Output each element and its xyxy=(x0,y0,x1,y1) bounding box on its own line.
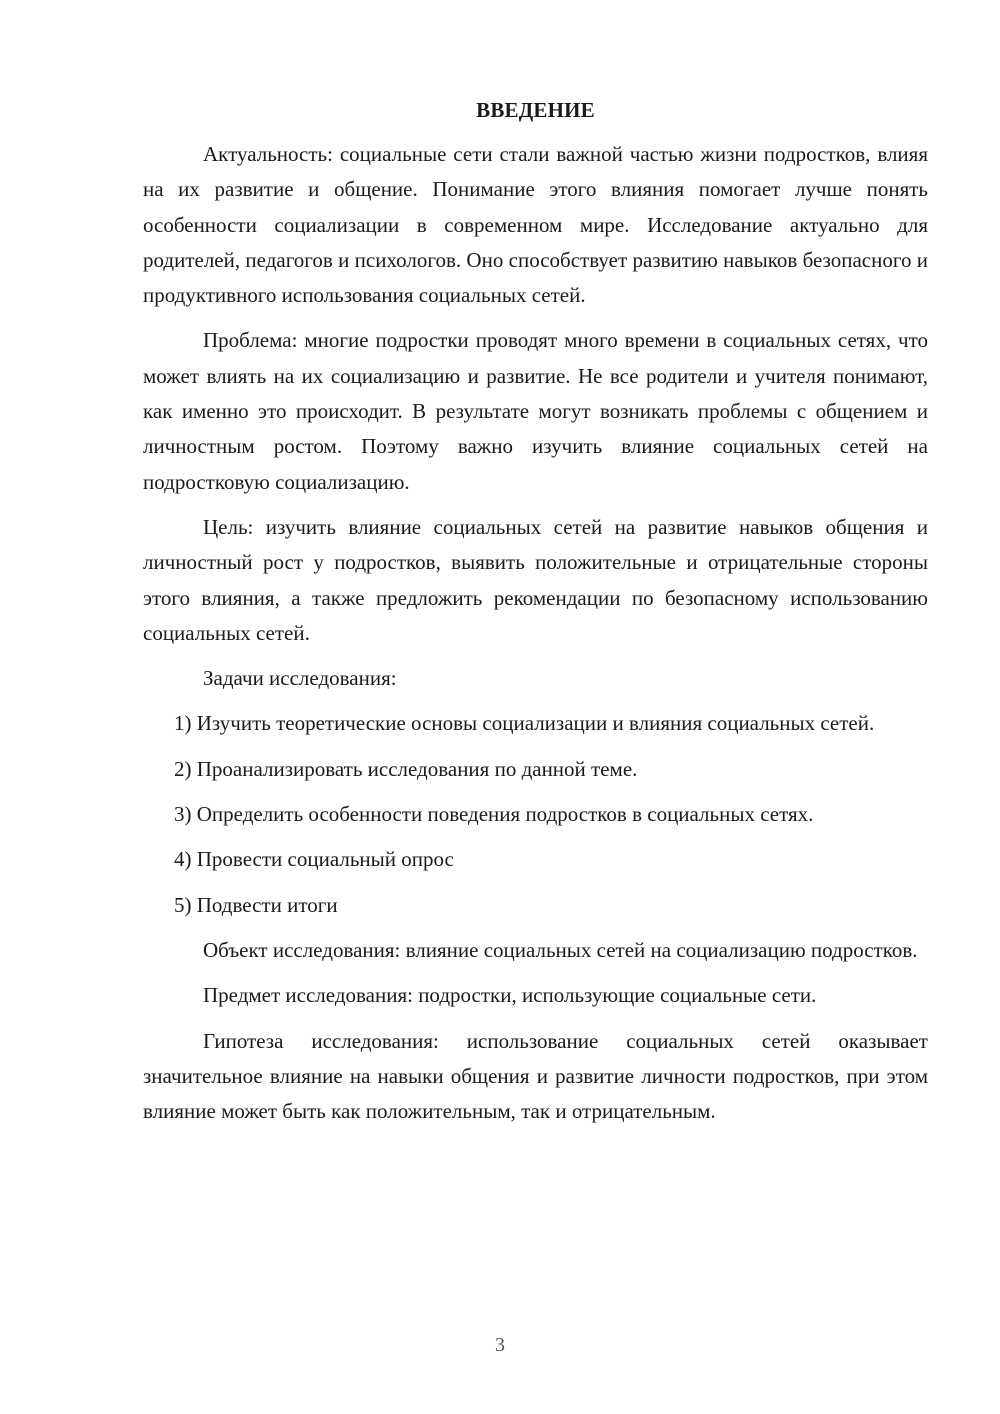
paragraph-relevance: Актуальность: социальные сети стали важной частью жизни подростков, влияя на их развитие и общение. Понимание этого влияния помогает лучше понять особенности социализации в современном мире. Исследование актуально для родителей, педагогов и психологов. Оно способствует развитию навыков безопасного и продуктивного использования социальных сетей. xyxy=(143,142,928,308)
task-item-3: 3) Определить особенности поведения подростков в социальных сетях. xyxy=(174,802,814,827)
task-item-2: 2) Проанализировать исследования по данной теме. xyxy=(174,756,638,781)
section-heading: ВВЕДЕНИЕ xyxy=(476,98,595,122)
paragraph-goal: Цель: изучить влияние социальных сетей на развитие навыков общения и личностный рост у подростков, выявить положительные и отрицательные стороны этого влияния, а также предложить рекомендации по безопасному использованию социальных сетей. xyxy=(143,514,928,645)
task-item-1: 1) Изучить теоретические основы социализации и влияния социальных сетей. xyxy=(174,711,875,736)
paragraph-subject: Предмет исследования: подростки, использующие социальные сети. xyxy=(203,983,817,1008)
tasks-title: Задачи исследования: xyxy=(203,666,397,691)
document-page xyxy=(143,95,928,1139)
task-item-5: 5) Подвести итоги xyxy=(174,892,338,917)
paragraph-object: Объект исследования: влияние социальных сетей на социализацию подростков. xyxy=(203,937,918,962)
paragraph-hypothesis: Гипотеза исследования: использование социальных сетей оказывает значительное влияние на навыки общения и развитие личности подростков, при этом влияние может быть как положительным, так и отрицательным. xyxy=(143,1028,928,1124)
page-number: 3 xyxy=(495,1334,505,1356)
task-item-4: 4) Провести социальный опрос xyxy=(174,847,454,872)
paragraph-problem: Проблема: многие подростки проводят много времени в социальных сетях, что может влиять на их социализацию и развитие. Не все родители и учителя понимают, как именно это происходит. В результате могут возникать проблемы с общением и личностным ростом. Поэтому важно изучить влияние социальных сетей на подростковую социализацию. xyxy=(143,328,928,494)
